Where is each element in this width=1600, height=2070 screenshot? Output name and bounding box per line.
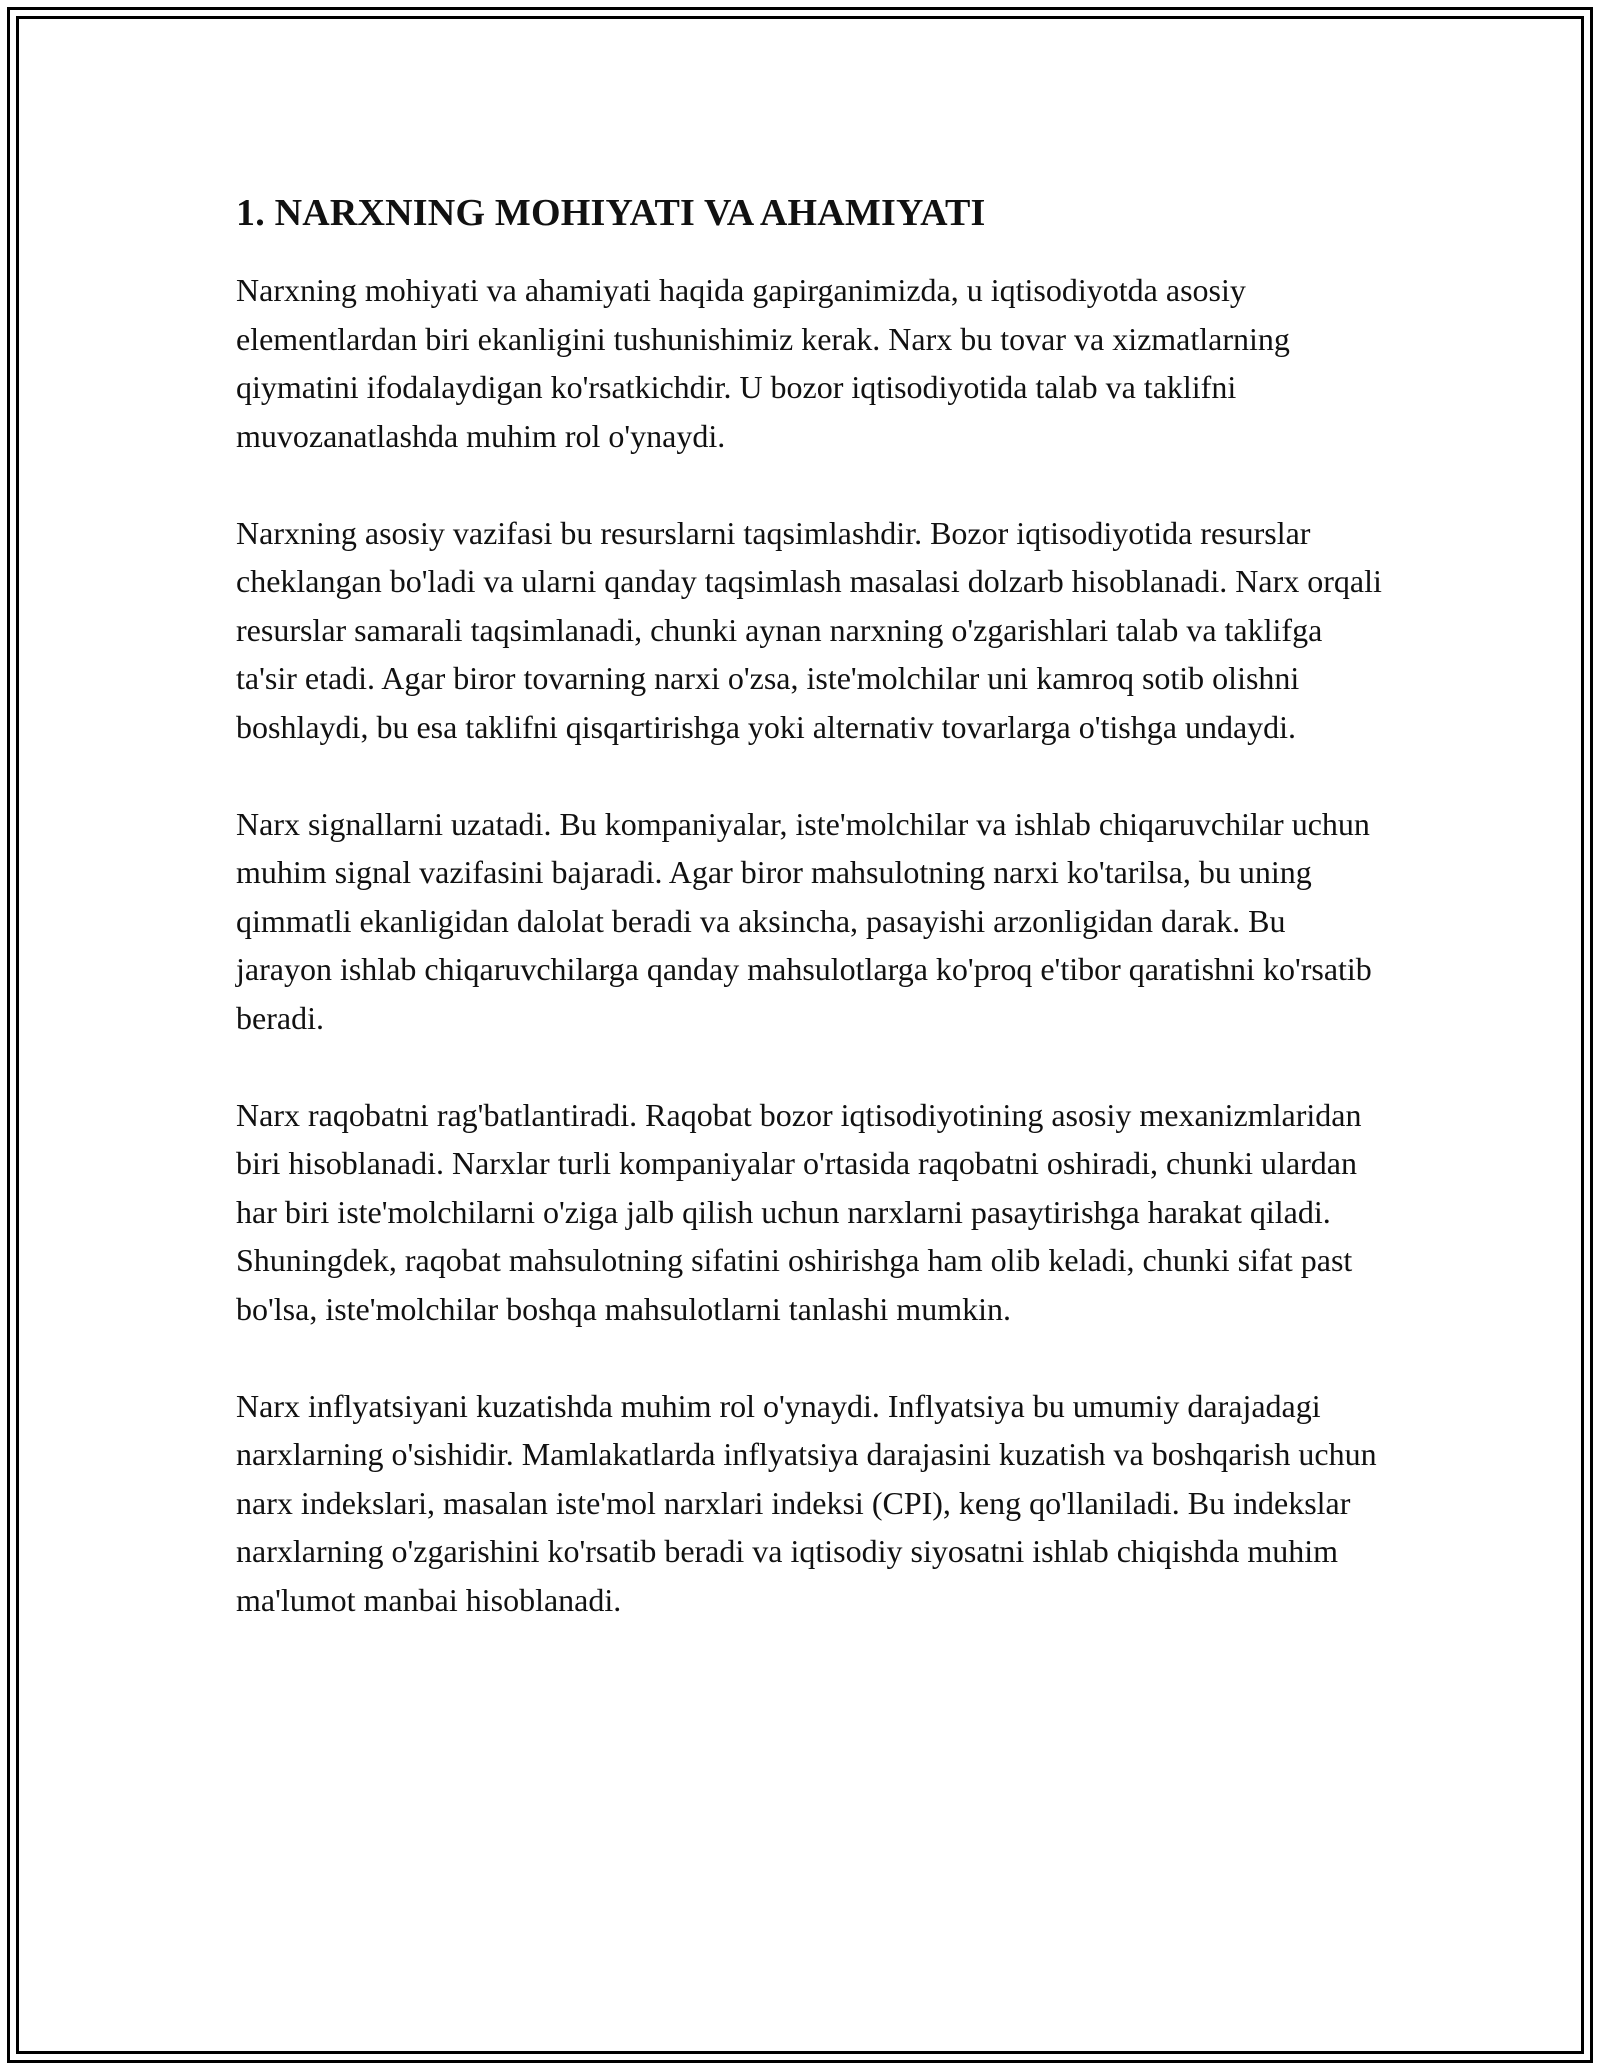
paragraph-4: Narx raqobatni rag'batlantiradi. Raqobat bozor iqtisodiyotining asosiy mexanizmlaridan biri hisoblanadi. Narxlar turli kompaniyalar o'rtasida raqobatni oshiradi, chunki ulardan har biri iste'molchilarni o'ziga jalb qilish uchun narxlarni pasaytirishga harakat qiladi. Shuningdek, raqobat mahsulotning sifatini oshirishga ham olib keladi, chunki sifat past bo'lsa, iste'molchilar boshqa mahsulotlarni tanlashi mumkin. [236,1096,1362,1327]
paragraph-3: Narx signallarni uzatadi. Bu kompaniyalar, iste'molchilar va ishlab chiqaruvchilar uchun muhim signal vazifasini bajaradi. Agar biror mahsulotning narxi ko'tarilsa, bu uning qimmatli ekanligidan dalolat beradi va aksincha, pasayishi arzonligidan darak. Bu jarayon ishlab chiqaruvchilarga qanday mahsulotlarga ko'proq e'tibor qaratishni ko'rsatib beradi. [236,805,1372,1036]
paragraph-1: Narxning mohiyati va ahamiyati haqida gapirganimizda, u iqtisodiyotda asosiy elementlardan biri ekanligini tushunishimiz kerak. Narx bu tovar va xizmatlarning qiymatini ifodalaydigan ko'rsatkichdir. U bozor iqtisodiyotida talab va taklifni muvozanatlashda muhim rol o'ynaydi. [236,272,1290,454]
paragraph-5: Narx inflyatsiyani kuzatishda muhim rol o'ynaydi. Inflyatsiya bu umumiy darajadagi narxlarning o'sishidir. Mamlakatlarda inflyatsiya darajasini kuzatish va boshqarish uchun narx indekslari, masalan iste'mol narxlari indeksi (CPI), keng qo'llaniladi. Bu indekslar narxlarning o'zgarishini ko'rsatib beradi va iqtisodiy siyosatni ishlab chiqishda muhim ma'lumot manbai hisoblanadi. [236,1387,1377,1618]
document-body [236,188,1386,1673]
section-title: 1. NARXNING MOHIYATI VA AHAMIYATI [236,192,986,234]
paragraph-2: Narxning asosiy vazifasi bu resurslarni taqsimlashdir. Bozor iqtisodiyotida resurslar cheklangan bo'ladi va ularni qanday taqsimlash masalasi dolzarb hisoblanadi. Narx orqali resurslar samarali taqsimlanadi, chunki aynan narxning o'zgarishlari talab va taklifga ta'sir etadi. Agar biror tovarning narxi o'zsa, iste'molchilar uni kamroq sotib olishni boshlaydi, bu esa taklifni qisqartirishga yoki alternativ tovarlarga o'tishga undaydi. [236,514,1382,745]
